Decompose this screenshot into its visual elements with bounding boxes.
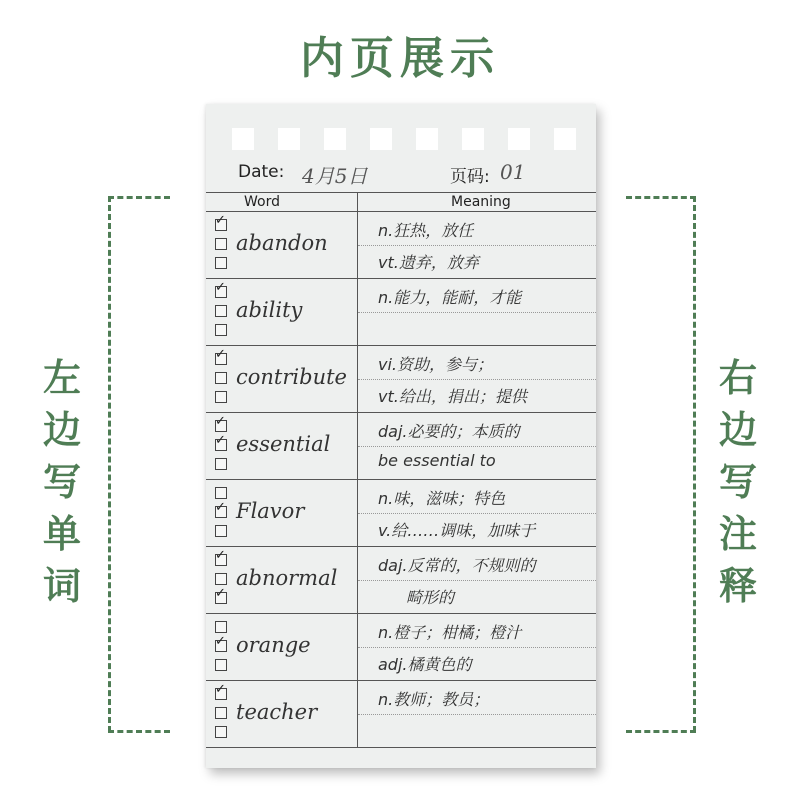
review-checkbox[interactable] <box>215 707 227 719</box>
check-icon: ✓ <box>215 548 226 563</box>
left-label-char: 词 <box>42 564 81 608</box>
review-checkboxes <box>215 682 233 745</box>
review-checkbox[interactable] <box>215 726 227 738</box>
left-bracket-line <box>108 196 111 732</box>
review-checkbox[interactable] <box>215 634 227 652</box>
review-checkbox[interactable] <box>215 324 227 336</box>
check-icon: ✓ <box>215 213 226 228</box>
review-checkbox[interactable] <box>215 621 227 633</box>
date-value: 4月5日 <box>302 164 368 188</box>
review-checkboxes <box>215 347 233 410</box>
binding-holes <box>232 128 572 150</box>
binding-hole <box>324 128 346 150</box>
check-icon: ✓ <box>215 586 226 601</box>
meaning-dotted-rule <box>358 312 596 313</box>
table-divider <box>206 747 596 748</box>
vocab-word: Flavor <box>236 499 305 523</box>
notepad-header <box>238 160 578 186</box>
right-label <box>716 352 760 612</box>
meaning-dotted-rule <box>358 245 596 246</box>
check-icon: ✓ <box>215 500 226 515</box>
check-icon: ✓ <box>215 347 226 362</box>
binding-hole <box>554 128 576 150</box>
right-label-char: 注 <box>718 512 757 556</box>
review-checkboxes <box>215 280 233 343</box>
review-checkbox[interactable] <box>215 433 227 451</box>
left-label <box>40 352 84 612</box>
check-icon: ✓ <box>215 414 226 429</box>
column-header-word: Word <box>244 194 280 210</box>
left-label-char: 边 <box>42 408 81 452</box>
binding-hole <box>462 128 484 150</box>
check-icon: ✓ <box>215 682 226 697</box>
review-checkbox[interactable] <box>215 525 227 537</box>
meaning-line: daj.反常的，不规则的 <box>378 556 536 575</box>
review-checkbox[interactable] <box>215 280 227 298</box>
meaning-line: 畸形的 <box>406 588 455 607</box>
right-label-char: 释 <box>718 564 757 608</box>
vocab-word: ability <box>236 298 303 322</box>
check-icon: ✓ <box>215 433 226 448</box>
left-bracket-top <box>108 196 170 199</box>
right-label-char: 右 <box>718 356 757 400</box>
review-checkbox[interactable] <box>215 414 227 432</box>
right-bracket-top <box>626 196 696 199</box>
table-row <box>206 613 596 680</box>
table-row <box>206 546 596 613</box>
meaning-line: n.能力，能耐，才能 <box>378 288 522 307</box>
page-number-value: 01 <box>500 160 526 184</box>
meaning-line: adj.橘黄色的 <box>378 655 472 674</box>
review-checkboxes <box>215 487 233 544</box>
binding-hole <box>508 128 530 150</box>
vocab-word: teacher <box>236 700 318 724</box>
right-label-char: 边 <box>718 408 757 452</box>
meaning-dotted-rule <box>358 714 596 715</box>
binding-hole <box>416 128 438 150</box>
left-label-char: 写 <box>42 460 81 504</box>
review-checkbox[interactable] <box>215 458 227 470</box>
review-checkbox[interactable] <box>215 659 227 671</box>
vocab-word: abandon <box>236 231 328 255</box>
vocab-word: essential <box>236 432 331 456</box>
page-title: 内页展示 <box>300 33 500 84</box>
meaning-dotted-rule <box>358 580 596 581</box>
table-row <box>206 345 596 412</box>
page-number-label: 页码: <box>450 167 490 187</box>
review-checkbox[interactable] <box>215 500 227 518</box>
review-checkbox[interactable] <box>215 682 227 700</box>
meaning-line: be essential to <box>378 451 496 470</box>
review-checkbox[interactable] <box>215 238 227 250</box>
review-checkboxes <box>215 548 233 611</box>
table-divider <box>206 192 596 193</box>
table-row <box>206 412 596 479</box>
binding-hole <box>278 128 300 150</box>
vocab-word: abnormal <box>236 566 338 590</box>
right-bracket-line <box>693 196 696 732</box>
left-label-char: 左 <box>42 356 81 400</box>
table-row <box>206 680 596 747</box>
meaning-line: daj.必要的；本质的 <box>378 422 520 441</box>
meaning-line: vi.资助，参与； <box>378 355 494 374</box>
meaning-line: n.味，滋味；特色 <box>378 489 506 508</box>
date-label: Date: <box>238 162 285 182</box>
review-checkbox[interactable] <box>215 213 227 231</box>
review-checkbox[interactable] <box>215 487 227 499</box>
review-checkbox[interactable] <box>215 347 227 365</box>
meaning-dotted-rule <box>358 446 596 447</box>
right-label-char: 写 <box>718 460 757 504</box>
review-checkbox[interactable] <box>215 573 227 585</box>
meaning-dotted-rule <box>358 513 596 514</box>
left-label-char: 单 <box>42 512 81 556</box>
binding-hole <box>232 128 254 150</box>
review-checkbox[interactable] <box>215 372 227 384</box>
meaning-dotted-rule <box>358 647 596 648</box>
review-checkbox[interactable] <box>215 586 227 604</box>
binding-hole <box>370 128 392 150</box>
meaning-line: v.给……调味，加味于 <box>378 521 536 540</box>
review-checkbox[interactable] <box>215 391 227 403</box>
left-bracket-bottom <box>108 730 170 733</box>
meaning-line: n.橙子；柑橘；橙汁 <box>378 623 522 642</box>
review-checkbox[interactable] <box>215 257 227 269</box>
table-row <box>206 479 596 546</box>
check-icon: ✓ <box>215 280 226 295</box>
column-header-meaning: Meaning <box>451 194 511 210</box>
table-row <box>206 211 596 278</box>
meaning-dotted-rule <box>358 379 596 380</box>
review-checkboxes <box>215 621 233 678</box>
table-row <box>206 278 596 345</box>
check-icon: ✓ <box>215 634 226 649</box>
review-checkbox[interactable] <box>215 305 227 317</box>
review-checkboxes <box>215 414 233 477</box>
meaning-line: n.教师；教员； <box>378 690 490 709</box>
meaning-line: vt.遗弃，放弃 <box>378 253 479 272</box>
right-bracket-bottom <box>626 730 696 733</box>
vocab-word: contribute <box>236 365 347 389</box>
review-checkboxes <box>215 213 233 276</box>
notepad-page <box>206 104 596 768</box>
vocab-word: orange <box>236 633 311 657</box>
vocabulary-table <box>206 192 596 748</box>
review-checkbox[interactable] <box>215 548 227 566</box>
meaning-line: vt.给出，捐出；提供 <box>378 387 527 406</box>
meaning-line: n.狂热，放任 <box>378 221 474 240</box>
